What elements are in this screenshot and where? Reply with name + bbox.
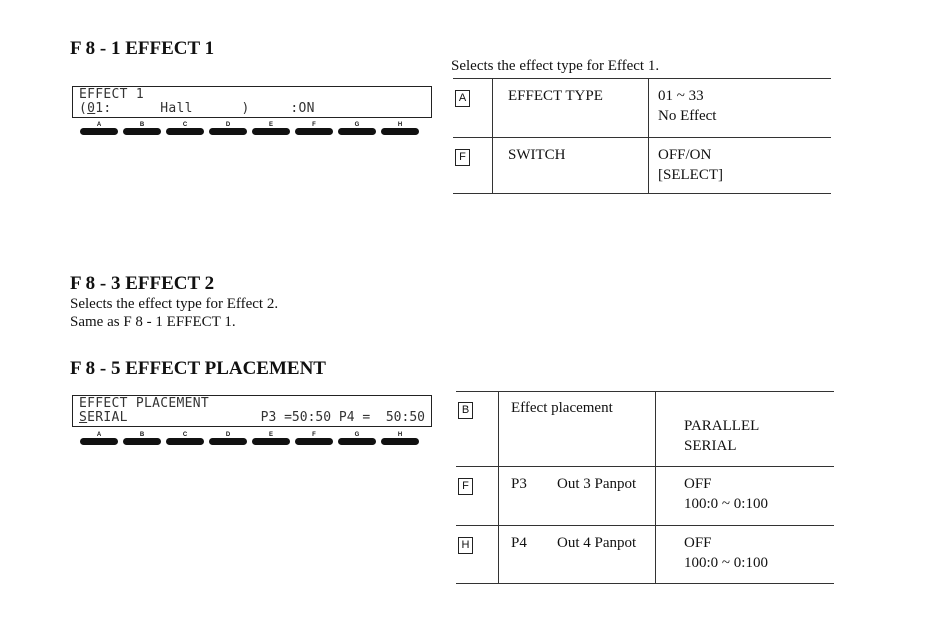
value-parallel: PARALLEL (684, 418, 760, 434)
param-p3: P3 (511, 476, 527, 492)
button-key (295, 438, 333, 445)
value-off: OFF (684, 535, 712, 551)
value-range: 100:0 ~ 0:100 (684, 496, 768, 512)
param-effect-placement: Effect placement (511, 400, 613, 416)
button-label: A (96, 432, 102, 438)
lcd-line2 (79, 410, 128, 425)
button-label: B (139, 432, 145, 438)
key-b-icon: B (458, 402, 473, 419)
button-f[interactable] (295, 122, 333, 136)
table-rule (456, 583, 834, 584)
button-c[interactable] (166, 432, 204, 446)
value-serial: SERIAL (684, 438, 737, 454)
lcd-line1: EFFECT 1 (79, 87, 145, 102)
effect1-description: Selects the effect type for Effect 1. (451, 58, 660, 74)
button-a[interactable] (80, 122, 118, 136)
button-label: G (354, 122, 360, 128)
table-rule (453, 78, 831, 79)
table-divider (655, 391, 656, 584)
key-a-icon: A (455, 90, 470, 107)
button-label: C (182, 432, 188, 438)
table-rule (456, 525, 834, 526)
button-key (166, 128, 204, 135)
table-rule (453, 193, 831, 194)
button-key (252, 128, 290, 135)
button-key (166, 438, 204, 445)
value-range: 01 ~ 33 (658, 88, 704, 104)
key-f-icon: F (458, 478, 473, 495)
button-key (252, 438, 290, 445)
button-a[interactable] (80, 432, 118, 446)
section-heading-effect-placement: F 8 - 5 EFFECT PLACEMENT (70, 358, 326, 379)
button-key (295, 128, 333, 135)
value-range: 100:0 ~ 0:100 (684, 555, 768, 571)
lcd-display-effect-placement (72, 395, 432, 427)
section-heading-effect2: F 8 - 3 EFFECT 2 (70, 273, 215, 294)
button-g[interactable] (338, 432, 376, 446)
effect2-line2: Same as F 8 - 1 EFFECT 1. (70, 314, 236, 330)
button-h[interactable] (381, 122, 419, 136)
lcd-text: 1: Hall ) :ON (95, 101, 315, 116)
param-effect-type: EFFECT TYPE (508, 88, 603, 104)
table-divider (648, 78, 649, 194)
button-label: C (182, 122, 188, 128)
button-b[interactable] (123, 122, 161, 136)
button-key (338, 438, 376, 445)
button-b[interactable] (123, 432, 161, 446)
value-default: No Effect (658, 108, 717, 124)
button-key (381, 438, 419, 445)
key-f-icon: F (455, 149, 470, 166)
value-off: OFF (684, 476, 712, 492)
button-d[interactable] (209, 122, 247, 136)
button-label: H (397, 432, 403, 438)
button-label: F (312, 432, 316, 438)
button-f[interactable] (295, 432, 333, 446)
button-e[interactable] (252, 432, 290, 446)
lcd-text: ERIAL (87, 410, 128, 425)
button-key (80, 438, 118, 445)
button-label: D (225, 432, 231, 438)
button-key (123, 128, 161, 135)
table-rule (453, 137, 831, 138)
lcd-line1: EFFECT PLACEMENT (79, 396, 210, 411)
param-p4-name: Out 4 Panpot (557, 535, 637, 551)
effect2-line1: Selects the effect type for Effect 2. (70, 296, 279, 312)
button-label: B (139, 122, 145, 128)
value-range: OFF/ON (658, 147, 712, 163)
button-label: E (268, 432, 273, 438)
param-p3-name: Out 3 Panpot (557, 476, 637, 492)
key-h-icon: H (458, 537, 473, 554)
button-label: D (225, 122, 231, 128)
button-label: H (397, 122, 403, 128)
lcd-text: ( (79, 101, 88, 116)
button-label: E (268, 122, 273, 128)
button-key (123, 438, 161, 445)
lcd-cursor: 0 (87, 101, 96, 116)
button-d[interactable] (209, 432, 247, 446)
param-p4: P4 (511, 535, 527, 551)
table-divider (498, 391, 499, 584)
button-label: F (312, 122, 316, 128)
table-rule (456, 391, 834, 392)
lcd-line2 (79, 101, 315, 116)
value-default: [SELECT] (658, 167, 723, 183)
button-key (209, 438, 247, 445)
lcd-cursor: S (79, 410, 88, 425)
button-key (381, 128, 419, 135)
button-h[interactable] (381, 432, 419, 446)
table-divider (492, 78, 493, 194)
button-g[interactable] (338, 122, 376, 136)
button-label: A (96, 122, 102, 128)
button-c[interactable] (166, 122, 204, 136)
lcd-line2-right: P3 =50:50 P4 = 50:50 (260, 410, 425, 425)
button-key (209, 128, 247, 135)
table-rule (456, 466, 834, 467)
param-switch: SWITCH (508, 147, 566, 163)
section-heading-effect1: F 8 - 1 EFFECT 1 (70, 38, 215, 59)
button-e[interactable] (252, 122, 290, 136)
button-key (338, 128, 376, 135)
button-key (80, 128, 118, 135)
button-label: G (354, 432, 360, 438)
lcd-display-effect1 (72, 86, 432, 118)
